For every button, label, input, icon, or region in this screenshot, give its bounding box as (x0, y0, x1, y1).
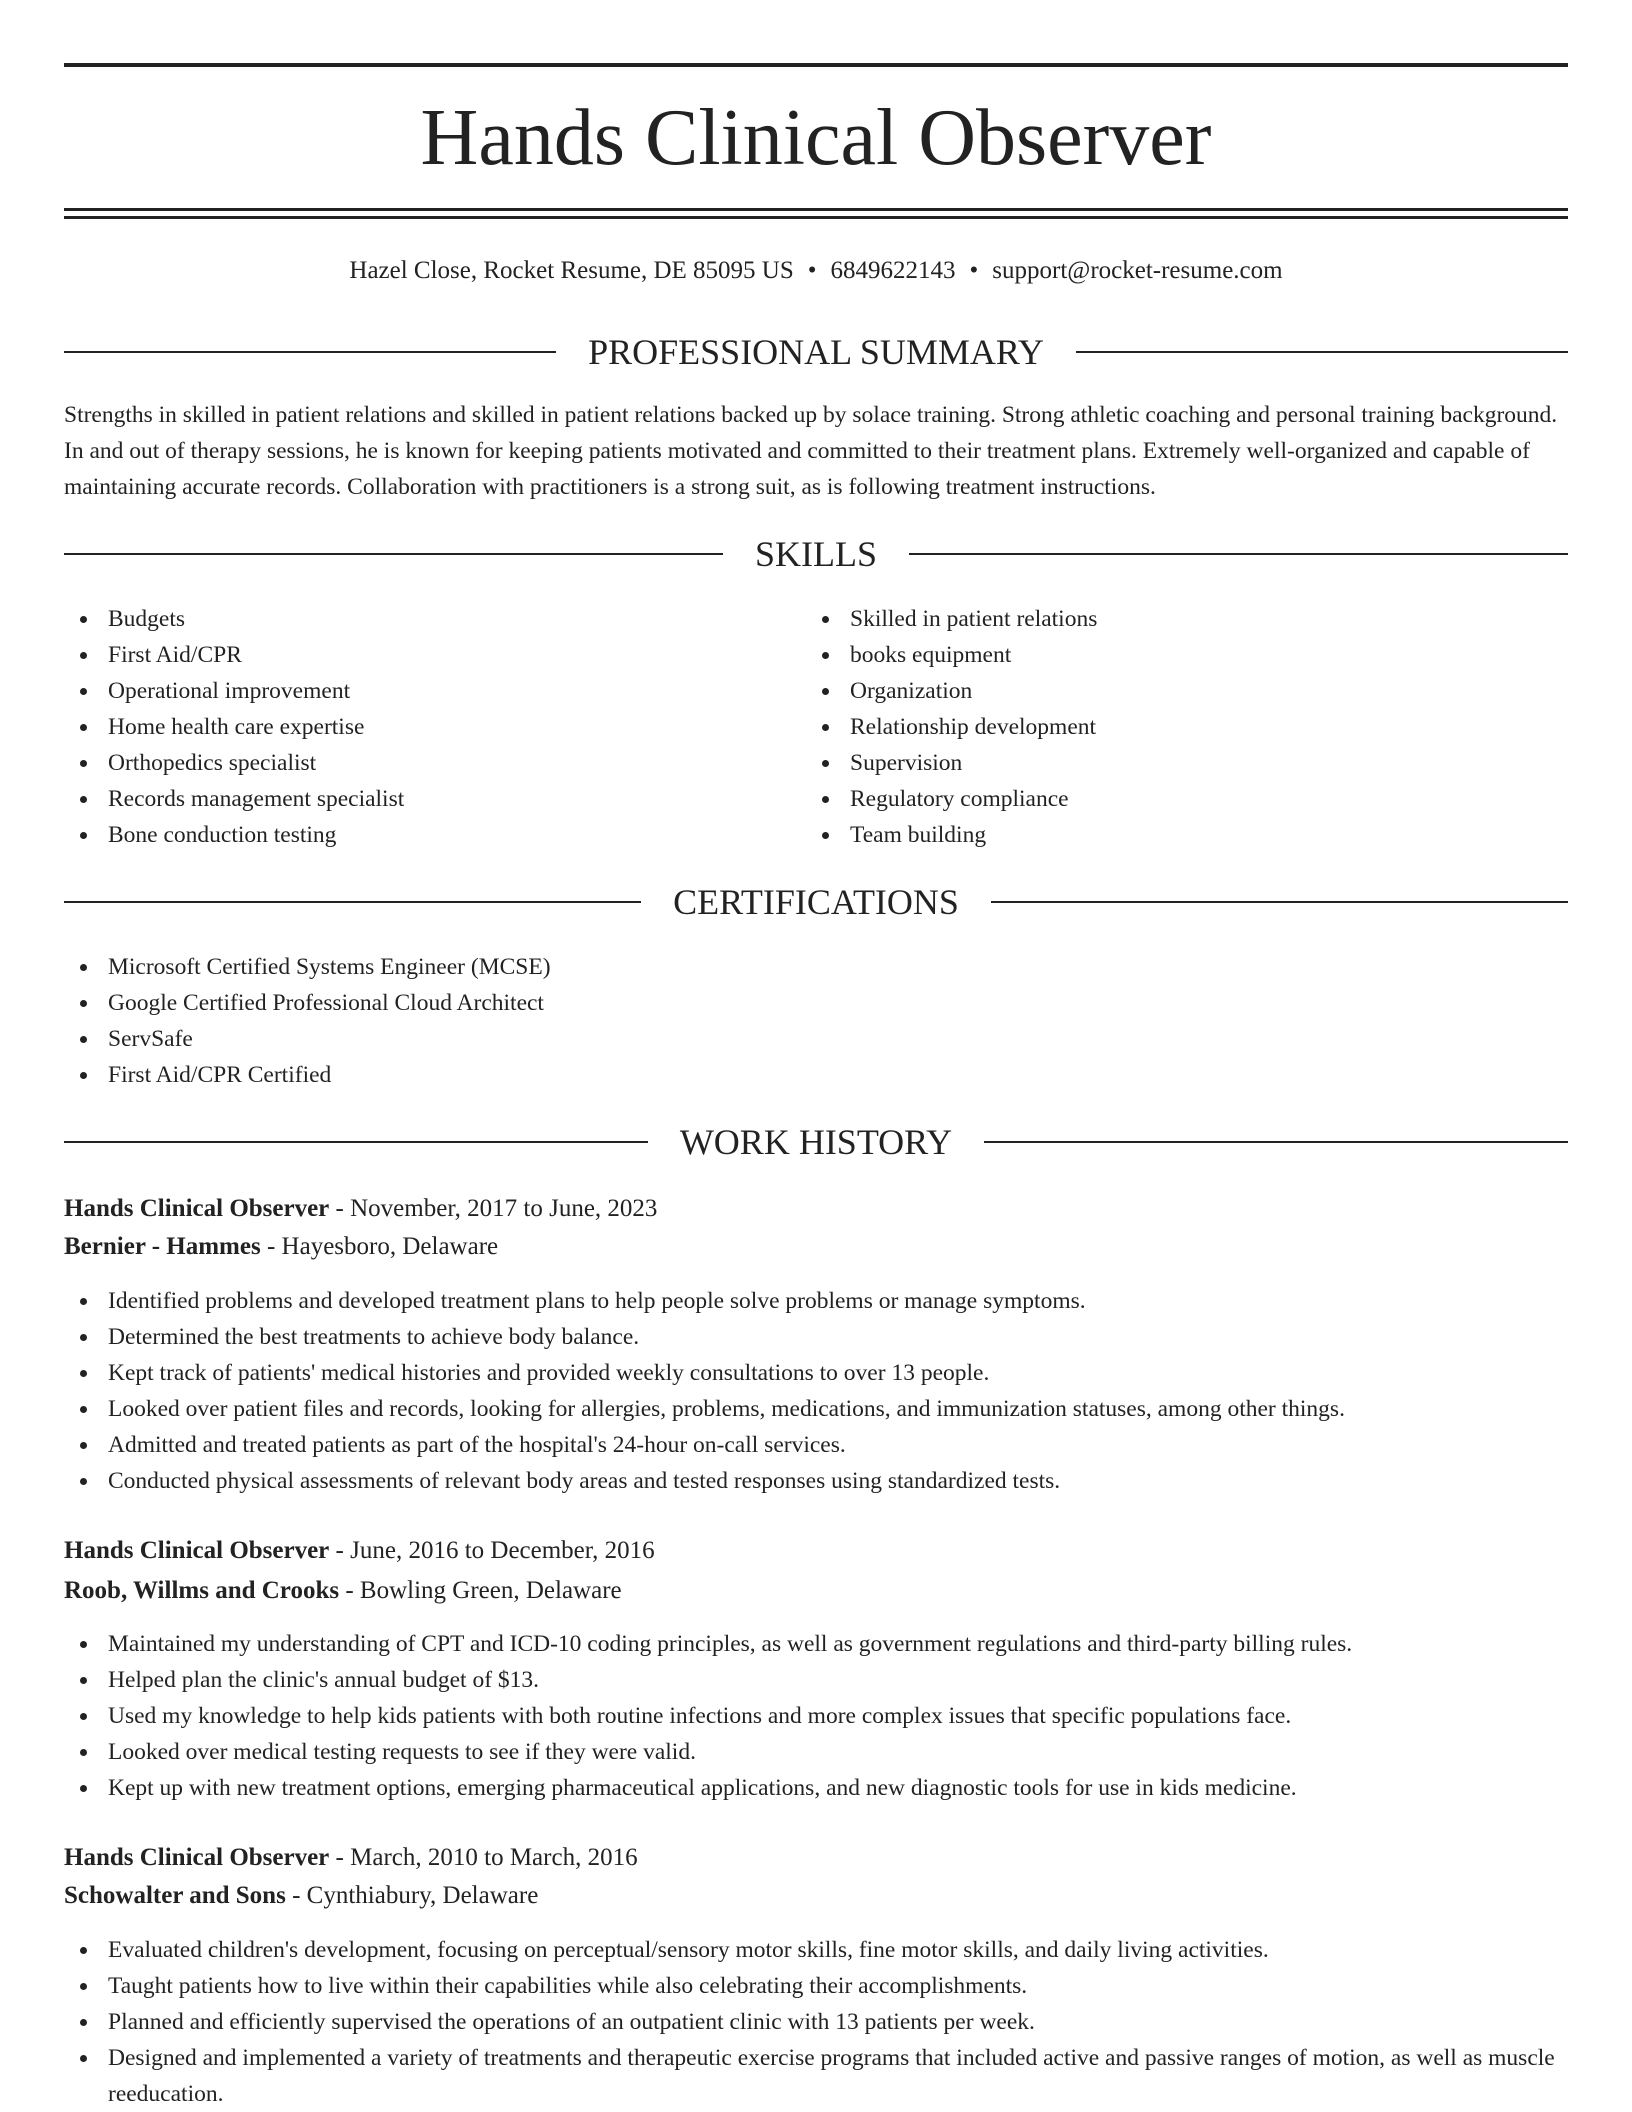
skills-list-left (64, 601, 764, 853)
job-bullet: Planned and efficiently supervised the operations of an outpatient clinic with 13 patients per week. (64, 2004, 1568, 2040)
skills-list-right (806, 601, 1506, 853)
contact-phone: 6849622143 (830, 257, 956, 284)
contact-address: Hazel Close, Rocket Resume, DE 85095 US (349, 257, 794, 284)
job-bullet: Kept up with new treatment options, emerging pharmaceutical applications, and new diagnostic tools for use in kids medicine. (64, 1770, 1568, 1806)
contact-separator: • (969, 257, 979, 284)
job-title-line (64, 1532, 1568, 1570)
certification-item: ServSafe (64, 1021, 1568, 1057)
skill-item: books equipment (806, 637, 1506, 673)
heading-rule-right (984, 1141, 1568, 1143)
job-bullet: Looked over medical testing requests to see if they were valid. (64, 1734, 1568, 1770)
certification-item: First Aid/CPR Certified (64, 1057, 1568, 1093)
job-dates: March, 2010 to March, 2016 (350, 1844, 638, 1871)
job-bullet: Evaluated children's development, focusing on perceptual/sensory motor skills, fine motor skills, and daily living activities. (64, 1932, 1568, 1968)
skills-heading (64, 532, 1568, 576)
summary-heading (64, 330, 1568, 374)
job-bullet: Conducted physical assessments of relevant body areas and tested responses using standardized tests. (64, 1463, 1568, 1499)
skill-item: Supervision (806, 745, 1506, 781)
skill-item: Organization (806, 673, 1506, 709)
job-bullet: Maintained my understanding of CPT and ICD-10 coding principles, as well as government regulations and third-party billing rules. (64, 1626, 1568, 1662)
skill-item: Skilled in patient relations (806, 601, 1506, 637)
job-bullet: Taught patients how to live within their capabilities while also celebrating their accomplishments. (64, 1968, 1568, 2004)
job-bullet: Looked over patient files and records, looking for allergies, problems, medications, and immunization statuses, among other things. (64, 1391, 1568, 1427)
job-company: Schowalter and Sons (64, 1882, 286, 1909)
candidate-name: Hands Clinical Observer (420, 94, 1212, 182)
job-location: Cynthiabury, Delaware (306, 1882, 539, 1909)
job-dash: - (339, 1577, 360, 1604)
job-company: Roob, Willms and Crooks (64, 1577, 340, 1604)
job-dash: - (260, 1233, 282, 1260)
heading-rule-left (64, 553, 723, 555)
job-bullets (64, 1626, 1568, 1806)
skill-item: First Aid/CPR (64, 637, 764, 673)
skill-item: Regulatory compliance (806, 781, 1506, 817)
summary-text: Strengths in skilled in patient relations and skilled in patient relations backed up by solace training. Strong athletic coaching and personal training background. In and out of therapy sessions, he is known for keeping patients motivated and committed to their treatment plans. Extremely well-organized and capable of maintaining accurate records. Collaboration with practitioners is a strong suit, as is following treatment instructions. (64, 402, 1558, 500)
job-title-line (64, 1839, 1568, 1877)
contact-line (64, 254, 1568, 288)
heading-rule-left (64, 1141, 648, 1143)
job-bullets (64, 1932, 1568, 2112)
job-company-line (64, 1228, 1568, 1266)
job-bullet: Identified problems and developed treatment plans to help people solve problems or manage symptoms. (64, 1283, 1568, 1319)
job-role: Hands Clinical Observer (64, 1844, 330, 1871)
work-title: WORK HISTORY (679, 1122, 953, 1162)
job-title-line (64, 1190, 1568, 1228)
job-company: Bernier - Hammes (64, 1233, 261, 1260)
contact-separator: • (807, 257, 817, 284)
job-dash: - (285, 1882, 307, 1909)
skill-item: Bone conduction testing (64, 817, 764, 853)
job-bullet: Designed and implemented a variety of treatments and therapeutic exercise programs that included active and passive ranges of motion, as well as muscle reeducation. (64, 2040, 1568, 2112)
summary-title: PROFESSIONAL SUMMARY (588, 332, 1044, 372)
heading-rule-right (991, 901, 1568, 903)
certifications-list (64, 949, 1568, 1093)
heading-rule-right (909, 553, 1568, 555)
job-company-line (64, 1877, 1568, 1915)
job-bullet: Determined the best treatments to achieve body balance. (64, 1319, 1568, 1355)
job-role: Hands Clinical Observer (64, 1537, 330, 1564)
job-company-line (64, 1572, 1568, 1610)
header-top-rule (64, 63, 1568, 67)
certification-item: Google Certified Professional Cloud Architect (64, 985, 1568, 1021)
skill-item: Orthopedics specialist (64, 745, 764, 781)
job-dash: - (329, 1537, 351, 1564)
heading-rule-right (1076, 351, 1568, 353)
certifications-heading (64, 880, 1568, 924)
job-dash: - (329, 1844, 351, 1871)
header-double-rule-lower (64, 216, 1568, 219)
job-dates: November, 2017 to June, 2023 (350, 1195, 658, 1222)
job-bullet: Helped plan the clinic's annual budget of $13. (64, 1662, 1568, 1698)
job-bullet: Admitted and treated patients as part of the hospital's 24-hour on-call services. (64, 1427, 1568, 1463)
job-bullet: Used my knowledge to help kids patients with both routine infections and more complex issues that specific populations face. (64, 1698, 1568, 1734)
job-dash: - (329, 1195, 351, 1222)
job-location: Hayesboro, Delaware (281, 1233, 499, 1260)
work-heading (64, 1120, 1568, 1164)
job-role: Hands Clinical Observer (64, 1195, 330, 1222)
certification-item: Microsoft Certified Systems Engineer (MCSE) (64, 949, 1568, 985)
job-dates: June, 2016 to December, 2016 (350, 1537, 655, 1564)
job-bullet: Kept track of patients' medical histories and provided weekly consultations to over 13 people. (64, 1355, 1568, 1391)
skill-item: Records management specialist (64, 781, 764, 817)
contact-email: support@rocket-resume.com (992, 257, 1283, 284)
header-double-rule-upper (64, 208, 1568, 211)
job-location: Bowling Green, Delaware (359, 1577, 622, 1604)
skill-item: Home health care expertise (64, 709, 764, 745)
skill-item: Relationship development (806, 709, 1506, 745)
job-bullets (64, 1283, 1568, 1499)
skill-item: Budgets (64, 601, 764, 637)
skill-item: Team building (806, 817, 1506, 853)
skill-item: Operational improvement (64, 673, 764, 709)
heading-rule-left (64, 351, 556, 353)
certifications-title: CERTIFICATIONS (673, 882, 959, 922)
heading-rule-left (64, 901, 641, 903)
skills-title: SKILLS (755, 534, 878, 574)
